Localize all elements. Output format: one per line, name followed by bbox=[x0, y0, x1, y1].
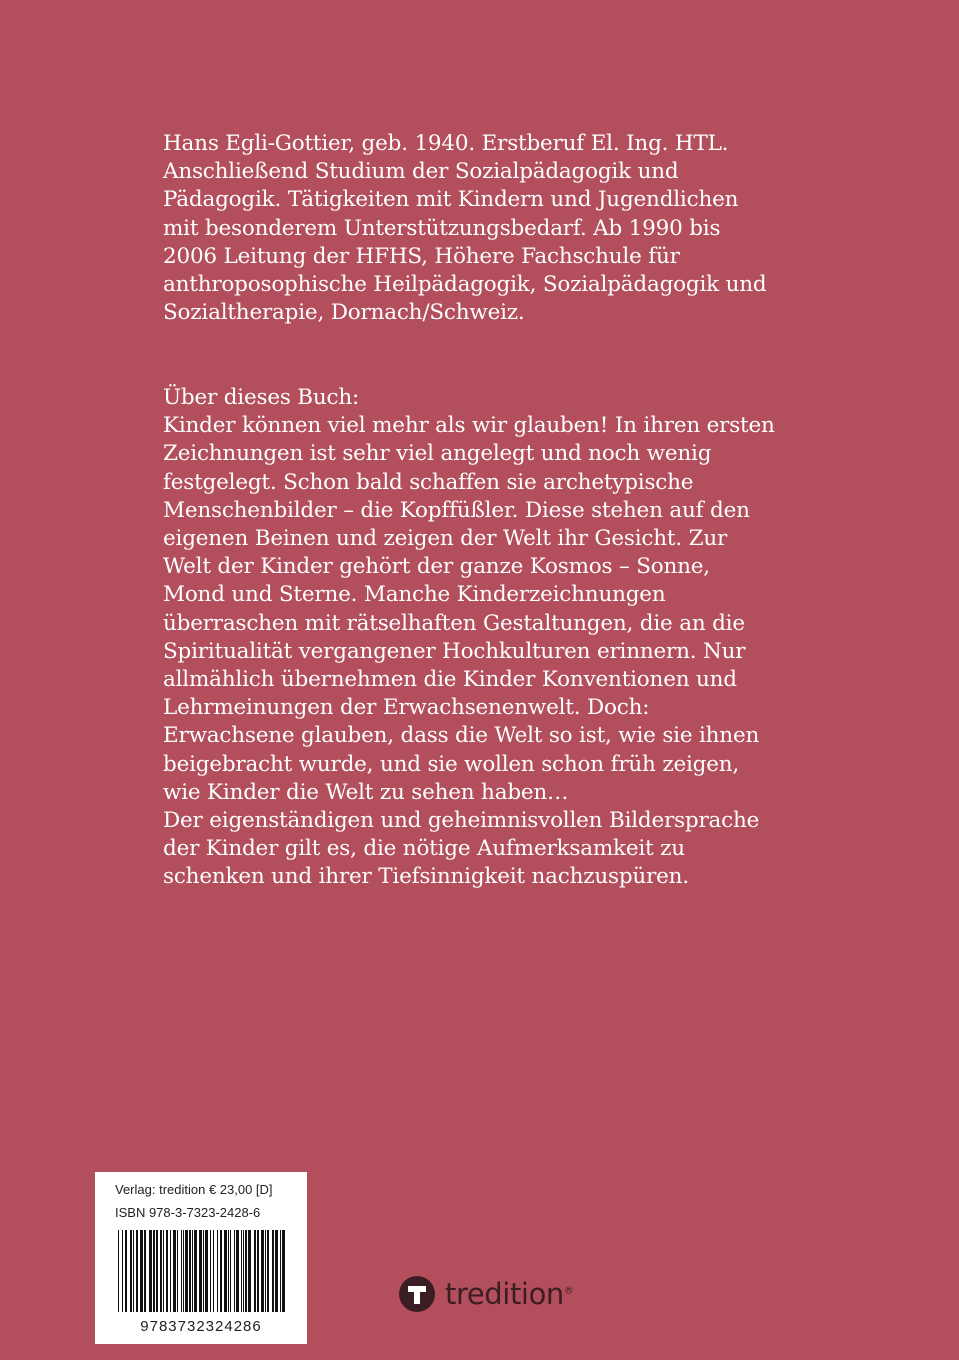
about-line: wie Kinder die Welt zu sehen haben… bbox=[163, 779, 569, 805]
bio-line: Hans Egli-Gottier, geb. 1940. Erstberuf El. Ing. HTL. bbox=[163, 131, 729, 156]
about-line: überraschen mit rätselhaften Gestaltungen, die an die bbox=[163, 610, 745, 636]
about-line: Lehrmeinungen der Erwachsenenwelt. Doch: bbox=[163, 695, 650, 721]
barcode-bar bbox=[245, 1230, 247, 1312]
about-line: eigenen Beinen und zeigen der Welt ihr Gesicht. Zur bbox=[163, 526, 728, 552]
barcode-bar bbox=[189, 1230, 191, 1312]
barcode-bar bbox=[224, 1230, 227, 1312]
barcode-bar bbox=[248, 1230, 251, 1312]
about-line: Erwachsene glauben, dass die Welt so ist, wie sie ihnen bbox=[163, 723, 760, 749]
barcode-bar bbox=[130, 1230, 132, 1312]
about-line: Kinder können viel mehr als wir glauben! In ihren ersten bbox=[163, 413, 775, 439]
barcode-bar bbox=[166, 1230, 168, 1312]
tredition-logo-icon bbox=[399, 1276, 435, 1312]
barcode-bar bbox=[133, 1230, 134, 1312]
barcode-bar bbox=[181, 1230, 182, 1312]
about-line: Spiritualität vergangener Hochkulturen erinnern. Nur bbox=[163, 638, 746, 664]
about-line: festgelegt. Schon bald schaffen sie archetypische bbox=[163, 469, 694, 495]
barcode-bar bbox=[199, 1230, 202, 1312]
barcode-bar bbox=[192, 1230, 193, 1312]
about-line: Menschenbilder – die Kopffüßler. Diese stehen auf den bbox=[163, 497, 750, 523]
about-book bbox=[163, 384, 843, 892]
about-line: Mond und Sterne. Manche Kinderzeichnungen bbox=[163, 582, 666, 608]
barcode-bar bbox=[257, 1230, 259, 1312]
about-heading: Über dieses Buch: bbox=[163, 385, 360, 410]
barcode-bar bbox=[185, 1230, 188, 1312]
about-line: Der eigenständigen und geheimnisvollen Bildersprache bbox=[163, 808, 760, 834]
publisher-logo bbox=[399, 1274, 574, 1314]
barcode-bar bbox=[230, 1230, 231, 1312]
barcode-bar bbox=[261, 1230, 264, 1312]
barcode-bar bbox=[170, 1230, 171, 1312]
barcode-bar bbox=[234, 1230, 235, 1312]
about-line: schenken und ihrer Tiefsinnigkeit nachzuspüren. bbox=[163, 864, 689, 890]
bio-line: anthroposophische Heilpädagogik, Sozialpädagogik und bbox=[163, 272, 767, 298]
barcode-bar bbox=[144, 1230, 146, 1312]
barcode-bar bbox=[236, 1230, 239, 1312]
bio-line: Sozialtherapie, Dornach/Schweiz. bbox=[163, 300, 525, 326]
author-bio bbox=[163, 130, 843, 327]
barcode-bar bbox=[213, 1230, 214, 1312]
about-line: der Kinder gilt es, die nötige Aufmerksamkeit zu bbox=[163, 836, 685, 862]
barcode-bar bbox=[243, 1230, 244, 1312]
barcode-bar bbox=[140, 1230, 143, 1312]
barcode-bar bbox=[280, 1230, 281, 1312]
about-line: allmählich übernehmen die Kinder Konventionen und bbox=[163, 667, 737, 693]
barcode-image bbox=[117, 1230, 287, 1312]
barcode-bar bbox=[183, 1230, 184, 1312]
bio-line: Anschließend Studium der Sozialpädagogik und bbox=[163, 159, 679, 185]
barcode-number: 9783732324286 bbox=[140, 1318, 262, 1335]
barcode-bar bbox=[241, 1230, 242, 1312]
barcode-bar bbox=[228, 1230, 229, 1312]
about-line: beigebracht wurde, und sie wollen schon früh zeigen, bbox=[163, 751, 740, 777]
barcode-bar bbox=[136, 1230, 138, 1312]
barcode-bar bbox=[275, 1230, 278, 1312]
bio-line: 2006 Leitung der HFHS, Höhere Fachschule für bbox=[163, 243, 680, 269]
barcode-bar bbox=[220, 1230, 222, 1312]
barcode-bar bbox=[205, 1230, 208, 1312]
barcode-bar bbox=[122, 1230, 123, 1312]
barcode-bar bbox=[267, 1230, 269, 1312]
barcode-bar bbox=[272, 1230, 274, 1312]
barcode-bar bbox=[160, 1230, 162, 1312]
isbn-label: ISBN 978-3-7323-2428-6 bbox=[115, 1205, 261, 1220]
barcode-bar bbox=[282, 1230, 285, 1312]
barcode-bar bbox=[210, 1230, 211, 1312]
bio-line: Pädagogik. Tätigkeiten mit Kindern und Jugendlichen bbox=[163, 187, 739, 213]
publisher-price: Verlag: tredition € 23,00 [D] bbox=[115, 1182, 273, 1197]
barcode-panel bbox=[95, 1172, 307, 1344]
about-line: Welt der Kinder gehört der ganze Kosmos – Sonne, bbox=[163, 554, 710, 580]
barcode-bar bbox=[254, 1230, 256, 1312]
bio-line: mit besonderem Unterstützungsbedarf. Ab 1990 bis bbox=[163, 215, 721, 241]
barcode-bar bbox=[125, 1230, 127, 1312]
barcode-bar bbox=[163, 1230, 164, 1312]
barcode-bar bbox=[177, 1230, 178, 1312]
barcode-bar bbox=[156, 1230, 158, 1312]
publisher-name: tredition® bbox=[445, 1277, 574, 1311]
registered-mark: ® bbox=[563, 1285, 574, 1297]
barcode-bar bbox=[153, 1230, 155, 1312]
barcode-bar bbox=[194, 1230, 197, 1312]
barcode-bar bbox=[265, 1230, 266, 1312]
barcode-bar bbox=[203, 1230, 204, 1312]
barcode-bar bbox=[217, 1230, 218, 1312]
barcode-bar bbox=[149, 1230, 152, 1312]
barcode-bar bbox=[173, 1230, 176, 1312]
barcode-bar bbox=[118, 1230, 119, 1312]
about-line: Zeichnungen ist sehr viel angelegt und noch wenig bbox=[163, 441, 712, 467]
